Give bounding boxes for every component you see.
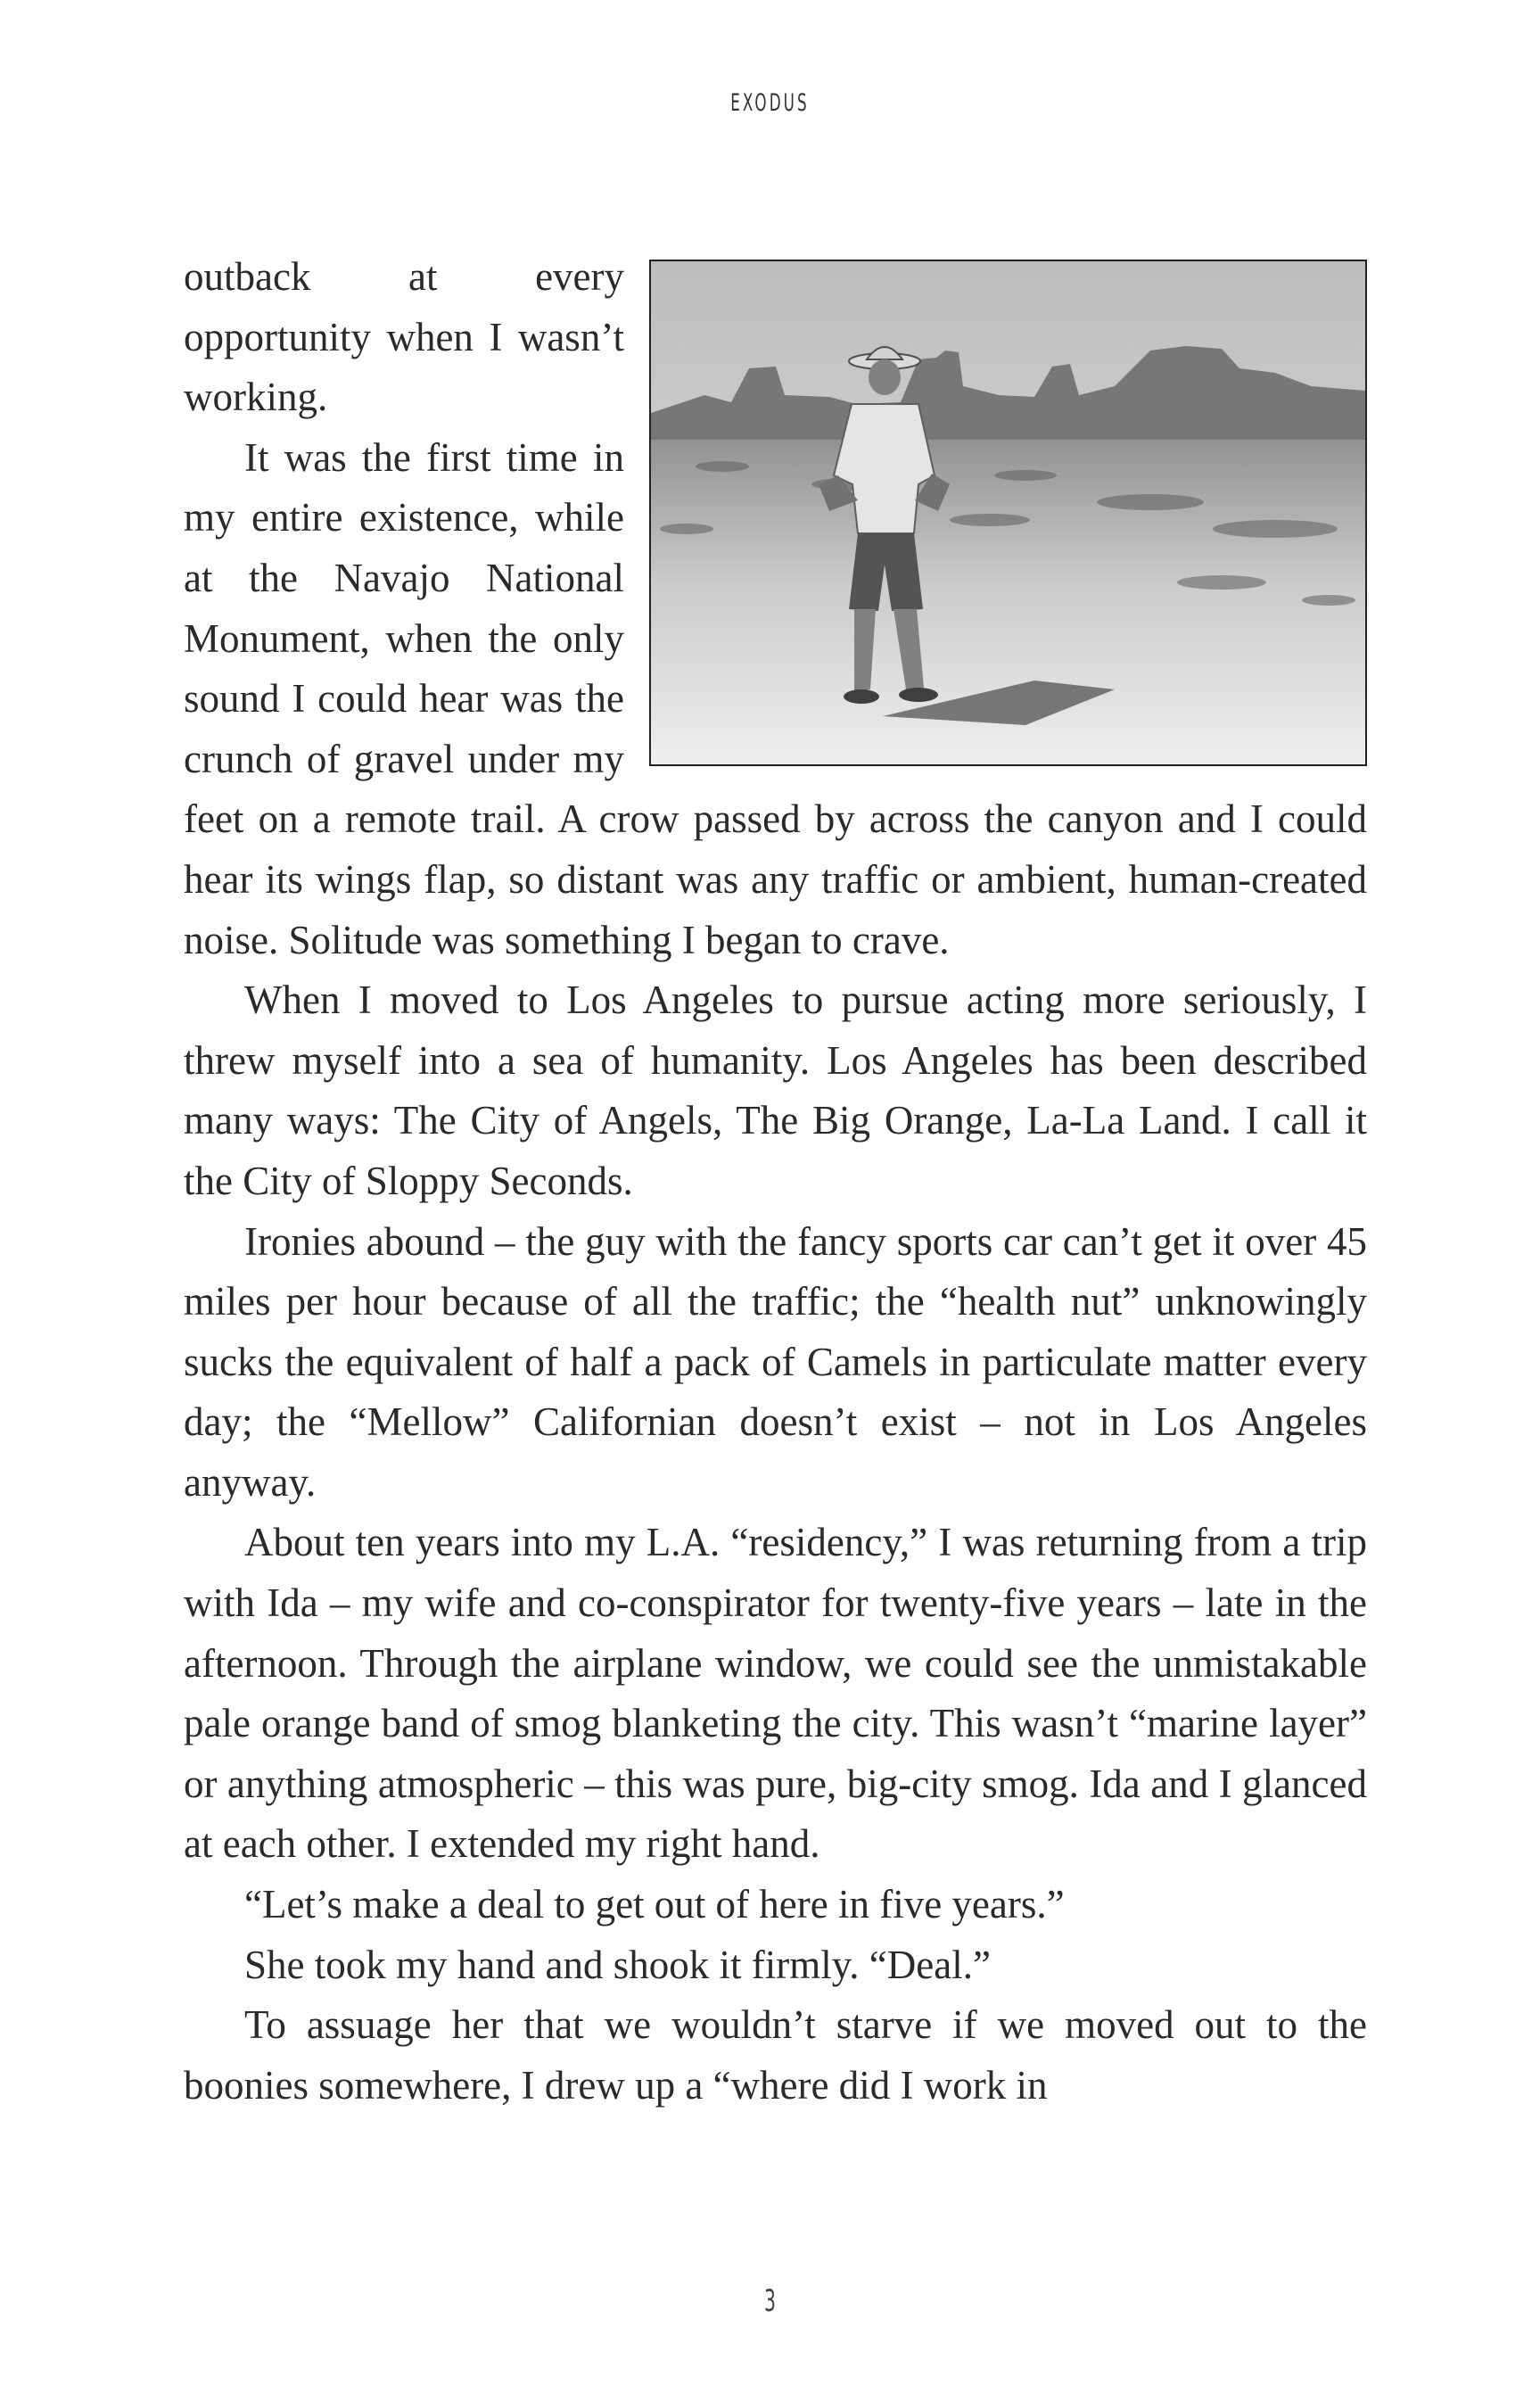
running-head: EXODUS	[730, 89, 810, 117]
paragraph-2: It was the first time in my entire existence, while at the Navajo National Monument, when the only sound I could hear was the crunch of gravel under my feet on a remote trail. A crow passed by across the canyon and I could hear its wings flap, so distant was any traffic or ambient, human-created noise. Solitude was something I began to crave.	[184, 434, 1367, 962]
paragraph-6: “Let’s make a deal to get out of here in five years.”	[244, 1882, 1065, 1927]
body-text	[184, 247, 1367, 2116]
paragraph-7: She took my hand and shook it firmly. “Deal.”	[244, 1942, 991, 1987]
paragraph-3: When I moved to Los Angeles to pursue acting more seriously, I threw myself into a sea of humanity. Los Angeles has been described many ways: The City of Angels, The Big Orange, La-La Land. I call it the City of Sloppy Seconds.	[184, 978, 1367, 1203]
photo-man-in-desert-icon	[649, 260, 1367, 766]
page-number: 3	[764, 2283, 776, 2319]
paragraph-8: To assuage her that we wouldn’t starve if we moved out to the boonies somewhere, I drew up a “where did I work in	[184, 2002, 1367, 2108]
paragraph-1: outback at every opportunity when I wasn’t working.	[184, 254, 624, 420]
paragraph-4: Ironies abound – the guy with the fancy sports car can’t get it over 45 miles per hour because of all the traffic; the “health nut” unknowingly sucks the equivalent of half a pack of Camels in particulate matter every day; the “Mellow” Californian doesn’t exist – not in Los Angeles anyway.	[184, 1218, 1367, 1505]
paragraph-5: About ten years into my L.A. “residency,” I was returning from a trip with Ida – my wife and co-conspirator for twenty-five years – late in the afternoon. Through the airplane window, we could see the unmistakable pale orange band of smog blanketing the city. This wasn’t “marine layer” or anything atmospheric – this was pure, big-city smog. Ida and I glanced at each other. I extended my right hand.	[184, 1520, 1367, 1867]
